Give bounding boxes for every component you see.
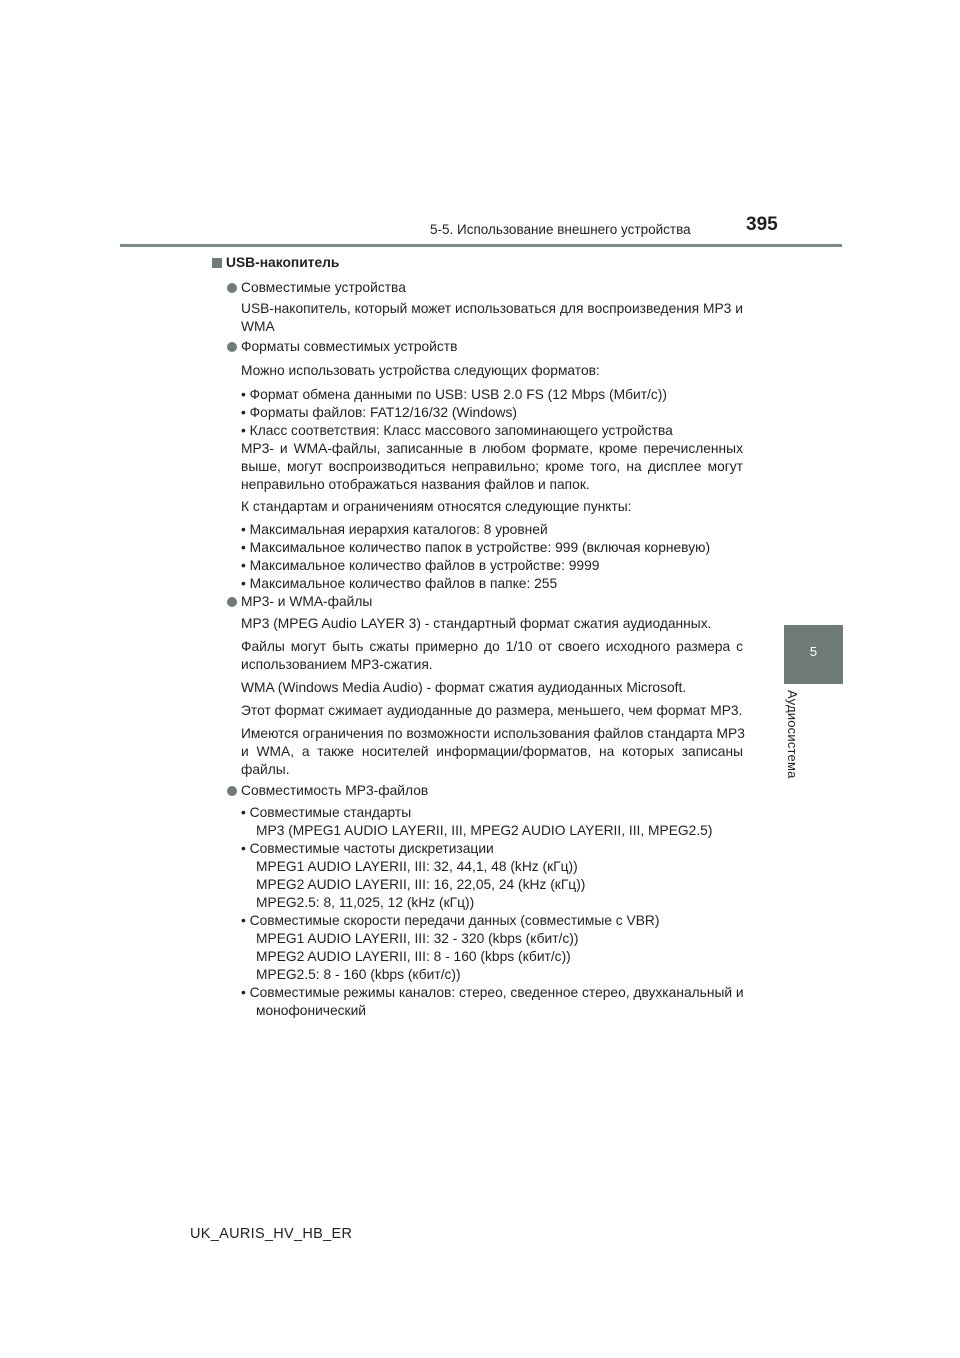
- paragraph-line: файлы.: [241, 762, 290, 777]
- list-item-value: MPEG2 AUDIO LAYERII, III: 8 - 160 (kbps (кбит/с)): [256, 949, 571, 964]
- bullet-circle-icon: [227, 342, 237, 352]
- paragraph-line: MP3- и WMA-файлы, записанные в любом формате, кроме перечисленных: [241, 441, 743, 456]
- paragraph-line: WMA (Windows Media Audio) - формат сжатия аудиоданных Microsoft.: [241, 680, 687, 695]
- list-item-value: MPEG1 AUDIO LAYERII, III: 32, 44,1, 48 (kHz (кГц)): [256, 859, 578, 874]
- list-item: • Совместимые скорости передачи данных (совместимые с VBR): [241, 913, 660, 928]
- list-item: • Максимальное количество файлов в устройстве: 9999: [241, 558, 600, 573]
- bullet-circle-icon: [227, 786, 237, 796]
- list-item-value: MPEG2 AUDIO LAYERII, III: 16, 22,05, 24 (kHz (кГц)): [256, 877, 586, 892]
- paragraph-line: Можно использовать устройства следующих форматов:: [241, 363, 600, 378]
- list-item: • Максимальная иерархия каталогов: 8 уровней: [241, 522, 548, 537]
- list-item-value: MPEG2.5: 8, 11,025, 12 (kHz (кГц)): [256, 895, 475, 910]
- paragraph-line: К стандартам и ограничениям относятся следующие пункты:: [241, 499, 632, 514]
- paragraph-line: неправильно отображаться названия файлов и папок.: [241, 477, 590, 492]
- chapter-label: Аудиосистема: [785, 690, 800, 779]
- paragraph-line: Файлы могут быть сжаты примерно до 1/10 от своего исходного размера с: [241, 639, 743, 654]
- chapter-number: 5: [809, 644, 818, 659]
- header-divider: [120, 244, 842, 247]
- list-item: • Совместимые режимы каналов: стерео, сведенное стерео, двухканальный и: [241, 985, 744, 1000]
- list-item-value: MPEG2.5: 8 - 160 (kbps (кбит/с)): [256, 967, 461, 982]
- page-number: 395: [746, 214, 778, 235]
- list-item: • Форматы файлов: FAT12/16/32 (Windows): [241, 405, 517, 420]
- list-item-value: MPEG1 AUDIO LAYERII, III: 32 - 320 (kbps (кбит/с)): [256, 931, 579, 946]
- header-section-title: 5-5. Использование внешнего устройства: [430, 222, 691, 237]
- paragraph-line: USB-накопитель, который может использоваться для воспроизведения MP3 и: [241, 301, 743, 316]
- document-code-footer: UK_AURIS_HV_HB_ER: [190, 1226, 353, 1242]
- list-item: • Максимальное количество файлов в папке: 255: [241, 576, 558, 591]
- list-item: • Совместимые стандарты: [241, 805, 412, 820]
- list-item-value: MP3 (MPEG1 AUDIO LAYERII, III, MPEG2 AUDIO LAYERII, III, MPEG2.5): [256, 823, 713, 838]
- paragraph-line: MP3 (MPEG Audio LAYER 3) - стандартный формат сжатия аудиоданных.: [241, 616, 712, 631]
- list-item: • Максимальное количество папок в устройстве: 999 (включая корневую): [241, 540, 711, 555]
- paragraph-line: и WMA, а также носителей информации/форматов, на которых записаны: [241, 744, 743, 759]
- section-title: USB-накопитель: [226, 255, 340, 270]
- list-item: • Класс соответствия: Класс массового запоминающего устройства: [241, 423, 673, 438]
- subsection-heading: Совместимость MP3-файлов: [241, 783, 429, 798]
- paragraph-line: Имеются ограничения по возможности использования файлов стандарта MP3: [241, 726, 745, 741]
- section-square-icon: [212, 258, 222, 268]
- paragraph-line: Этот формат сжимает аудиоданные до размера, меньшего, чем формат MP3.: [241, 703, 743, 718]
- paragraph-line: выше, могут воспроизводиться неправильно; кроме того, на дисплее могут: [241, 459, 743, 474]
- list-item: • Формат обмена данными по USB: USB 2.0 FS (12 Mbps (Мбит/с)): [241, 387, 667, 402]
- list-item: • Совместимые частоты дискретизации: [241, 841, 494, 856]
- subsection-heading: Совместимые устройства: [241, 280, 406, 295]
- bullet-circle-icon: [227, 597, 237, 607]
- paragraph-line: WMA: [241, 319, 275, 334]
- subsection-heading: MP3- и WMA-файлы: [241, 594, 373, 609]
- paragraph-line: использованием MP3-сжатия.: [241, 657, 433, 672]
- subsection-heading: Форматы совместимых устройств: [241, 339, 458, 354]
- list-item-value: монофонический: [256, 1003, 367, 1018]
- bullet-circle-icon: [227, 283, 237, 293]
